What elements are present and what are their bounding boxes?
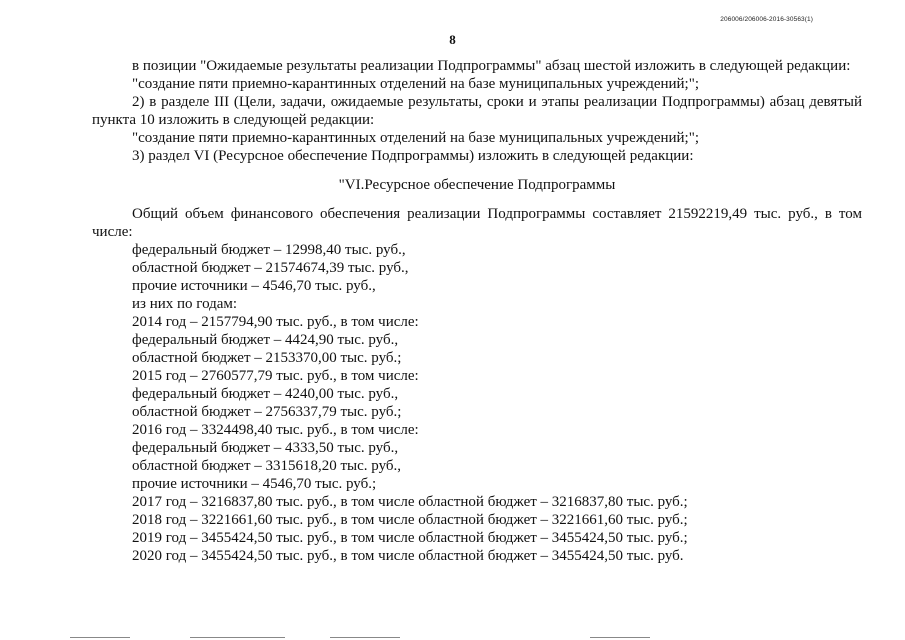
funding-line: 2014 год – 2157794,90 тыс. руб., в том числе: bbox=[132, 314, 419, 330]
document-body bbox=[92, 57, 862, 565]
scan-edge-mark bbox=[190, 637, 285, 638]
funding-line: прочие источники – 4546,70 тыс. руб.; bbox=[132, 476, 377, 492]
funding-line: областной бюджет – 2756337,79 тыс. руб.; bbox=[132, 404, 402, 420]
funding-line: 2018 год – 3221661,60 тыс. руб., в том числе областной бюджет – 3221661,60 тыс. руб.; bbox=[132, 512, 688, 528]
funding-line: федеральный бюджет – 12998,40 тыс. руб., bbox=[132, 242, 406, 258]
paragraph-quote-1: "создание пяти приемно-карантинных отделений на базе муниципальных учреждений;"; bbox=[132, 76, 700, 92]
funding-line: областной бюджет – 21574674,39 тыс. руб., bbox=[132, 260, 409, 276]
funding-line: 2020 год – 3455424,50 тыс. руб., в том числе областной бюджет – 3455424,50 тыс. руб. bbox=[132, 548, 684, 564]
funding-line: 2015 год – 2760577,79 тыс. руб., в том числе: bbox=[132, 368, 419, 384]
funding-line: федеральный бюджет – 4333,50 тыс. руб., bbox=[132, 440, 399, 456]
funding-line: 2019 год – 3455424,50 тыс. руб., в том числе областной бюджет – 3455424,50 тыс. руб.; bbox=[132, 530, 688, 546]
document-id: 206006/206006-2016-30563(1) bbox=[720, 16, 813, 23]
funding-line: областной бюджет – 3315618,20 тыс. руб., bbox=[132, 458, 402, 474]
scan-edge-mark bbox=[70, 637, 130, 638]
section-heading: "VI.Ресурсное обеспечение Подпрограммы bbox=[338, 177, 616, 193]
funding-line: областной бюджет – 2153370,00 тыс. руб.; bbox=[132, 350, 402, 366]
funding-line: 2016 год – 3324498,40 тыс. руб., в том числе: bbox=[132, 422, 419, 438]
funding-line: 2017 год – 3216837,80 тыс. руб., в том числе областной бюджет – 3216837,80 тыс. руб.; bbox=[132, 494, 688, 510]
funding-intro: Общий объем финансового обеспечения реализации Подпрограммы составляет 21592219,49 тыс. руб., в том числе: bbox=[92, 206, 862, 240]
funding-line: федеральный бюджет – 4424,90 тыс. руб., bbox=[132, 332, 399, 348]
scan-edge-mark bbox=[330, 637, 400, 638]
paragraph-section-three: 2) в разделе III (Цели, задачи, ожидаемые результаты, сроки и этапы реализации Подпрограммы) абзац девятый пункта 10 изложить в следующей редакции: bbox=[92, 94, 862, 128]
paragraph-quote-2: "создание пяти приемно-карантинных отделений на базе муниципальных учреждений;"; bbox=[132, 130, 700, 146]
paragraph-position-results: в позиции "Ожидаемые результаты реализации Подпрограммы" абзац шестой изложить в следующей редакции: bbox=[132, 58, 851, 74]
funding-line: прочие источники – 4546,70 тыс. руб., bbox=[132, 278, 376, 294]
paragraph-section-six: 3) раздел VI (Ресурсное обеспечение Подпрограммы) изложить в следующей редакции: bbox=[132, 148, 694, 164]
funding-line: федеральный бюджет – 4240,00 тыс. руб., bbox=[132, 386, 399, 402]
scan-edge-mark bbox=[590, 637, 650, 638]
page-number: 8 bbox=[449, 32, 456, 47]
funding-line: из них по годам: bbox=[132, 296, 238, 312]
